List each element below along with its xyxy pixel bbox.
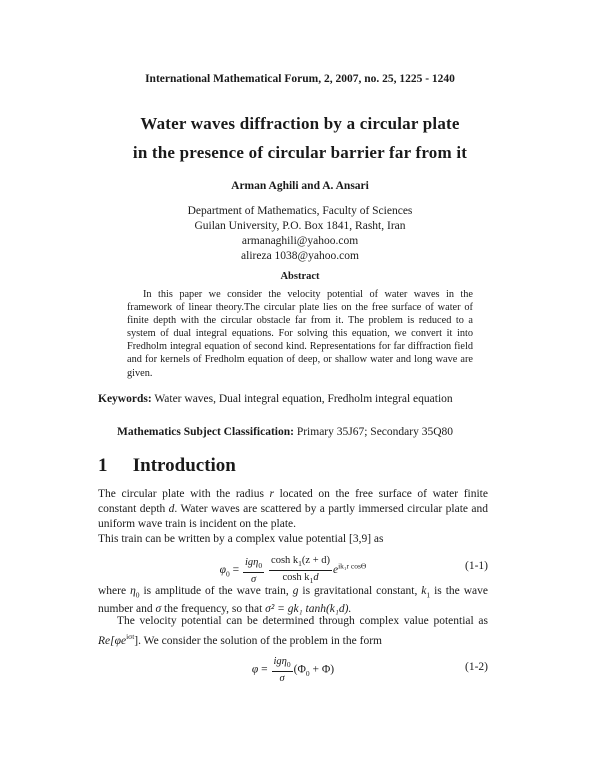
- eq1-fraction-1: [243, 556, 264, 586]
- equation-1-2-formula: [98, 655, 488, 685]
- para2-text-c: is gravitational constant,: [298, 585, 422, 597]
- intro-paragraph-2: [98, 584, 488, 617]
- eq2-den: σ: [279, 673, 285, 685]
- paper-title-line-1: Water waves diffraction by a circular plate: [140, 114, 460, 133]
- var-r: r: [269, 488, 274, 500]
- journal-header: International Mathematical Forum, 2, 2007, no. 25, 1225 - 1240: [145, 73, 455, 85]
- var-k-sub: 1: [426, 590, 431, 600]
- eq1-lhs-sub: 0: [226, 569, 230, 579]
- msc-label: Mathematics Subject Classification:: [117, 426, 294, 438]
- para3-text-b: . We consider the solution of the problem in the form: [138, 634, 382, 647]
- equation-1-1-formula: [98, 554, 488, 587]
- eq1-num2: cosh k: [271, 555, 299, 566]
- var-sigma: σ: [155, 603, 162, 616]
- var-eta-sub: 0: [135, 590, 140, 600]
- eq1-num2-sub: 1: [298, 559, 302, 569]
- dispersion-relation: σ² = gk₁ tanh(k₁d).: [265, 603, 352, 616]
- author-email-1: armanaghili@yahoo.com: [241, 235, 359, 247]
- author-email-2: alireza 1038@yahoo.com: [241, 250, 359, 262]
- var-k: k: [421, 585, 427, 597]
- eq2-equals: =: [258, 663, 271, 676]
- eq1-num1: igη: [245, 556, 259, 568]
- eq1-den1: σ: [250, 573, 257, 585]
- msc-text: Primary 35J67; Secondary 35Q80: [296, 426, 454, 438]
- eq1-num1-sub: 0: [258, 560, 263, 570]
- para2-text-a: where: [98, 585, 131, 597]
- para2-text-d: is the wave number and: [98, 585, 488, 616]
- section-number: 1: [98, 455, 108, 476]
- affiliation-department: Department of Mathematics, Faculty of Sciences: [187, 205, 413, 217]
- var-g: g: [292, 585, 299, 597]
- keywords: [98, 392, 488, 407]
- authors: Arman Aghili and A. Ansari: [231, 180, 369, 192]
- eq2-num: igη: [273, 656, 287, 667]
- para1-text-e: This train can be written by a complex value potential [3,9] as: [98, 533, 384, 545]
- eq1-den2-sub: 1: [309, 576, 314, 586]
- equation-1-1: [98, 550, 488, 586]
- keywords-text: Water waves, Dual integral equation, Fredholm integral equation: [154, 393, 453, 405]
- re-expression: Re[φe: [98, 634, 127, 647]
- eq1-den2: cosh k: [282, 572, 310, 584]
- eq1-exponent: ik₁r cosΘ: [338, 561, 367, 571]
- para2-text-b: is amplitude of the wave train,: [139, 585, 293, 597]
- para1-text-b: located on the free surface of water finite constant depth: [98, 488, 488, 515]
- eq1-num2-rest: (z + d): [301, 555, 330, 566]
- re-exponent: iσt: [126, 632, 135, 641]
- eq1-exp-base: e: [332, 564, 339, 577]
- section-title: Introduction: [132, 455, 236, 476]
- abstract-heading: Abstract: [280, 271, 320, 282]
- eq1-equals: =: [229, 564, 243, 577]
- re-close: ]: [134, 634, 139, 647]
- equation-1-2: [98, 651, 488, 683]
- eq1-fraction-2: [269, 554, 332, 587]
- eq2-rest-end: + Φ): [309, 663, 335, 676]
- eq1-den2-rest: d: [313, 572, 319, 584]
- para3-text-a: The velocity potential can be determined through complex value potential as: [116, 615, 489, 627]
- intro-paragraph-1: [98, 487, 488, 547]
- intro-paragraph-3: [98, 614, 488, 649]
- para1-text-a: The circular plate with the radius: [98, 488, 270, 500]
- para2-text-e: the frequency, so that: [161, 603, 266, 616]
- eq2-fraction: [272, 655, 293, 685]
- section-heading: [98, 455, 236, 477]
- equation-1-1-tag: (1-1): [465, 560, 488, 572]
- eq2-lhs: φ: [251, 663, 259, 676]
- eq2-rest-sub: 0: [305, 668, 310, 678]
- var-d: d: [168, 503, 175, 515]
- eq1-lhs: φ: [219, 564, 227, 577]
- affiliation-university: Guilan University, P.O. Box 1841, Rasht, Iran: [194, 220, 406, 232]
- para1-text-c: . Water waves are scattered by a partly immersed circular plate and uniform wave train is incident on the plate.: [98, 503, 488, 530]
- abstract-text: In this paper we consider the velocity potential of water waves in the framework of linear theory.The circular plate lies on the free surface of water of finite depth with the circular obstacle far from it. The problem is reduced to a system of dual integral equations. For solving this equation, we convert it into Fredholm integral equation of second kind. Representations for far diffraction field and for kernels of Fredholm equation of deep, or shallow water and long wave are given.: [127, 289, 473, 379]
- msc-classification: [117, 425, 497, 440]
- var-eta: η: [130, 585, 136, 597]
- eq2-rest: (Φ: [293, 663, 306, 676]
- eq2-num-sub: 0: [286, 660, 291, 670]
- keywords-label: Keywords:: [98, 393, 152, 405]
- paper-title-line-2: in the presence of circular barrier far from it: [132, 143, 468, 162]
- equation-1-2-tag: (1-2): [465, 661, 488, 673]
